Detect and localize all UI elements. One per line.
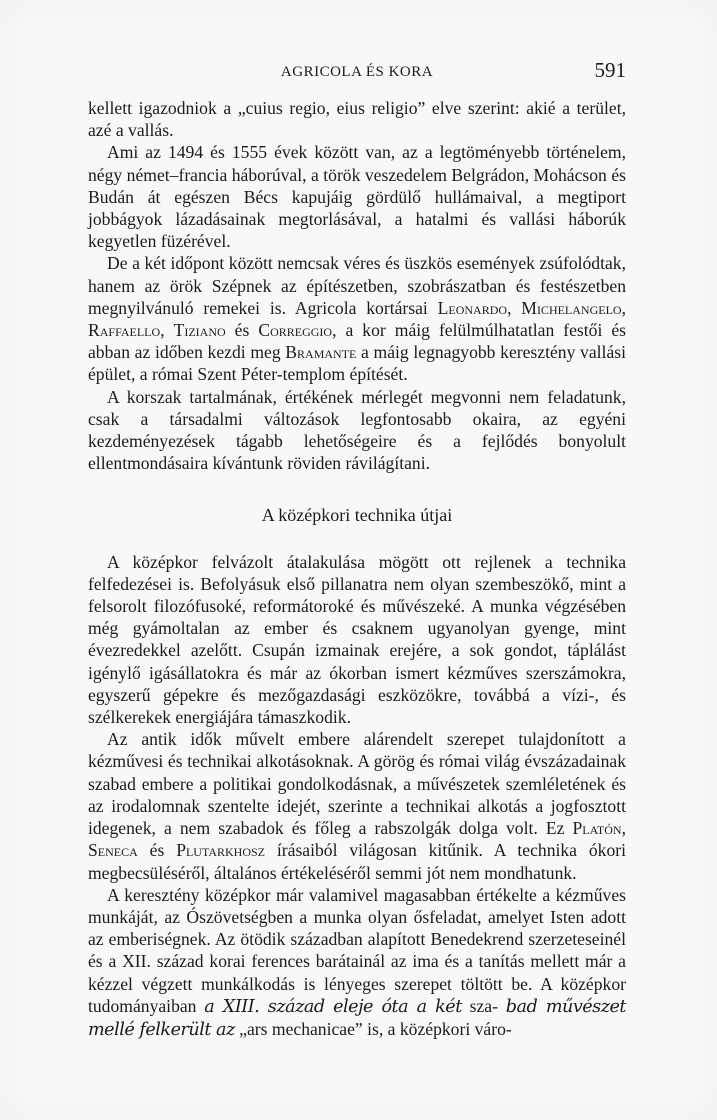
text-run: a máig legnagyobb keresztény vallási épület, a római Szent Péter-templom építését. bbox=[88, 342, 626, 385]
name-leonardo: Leonardo bbox=[437, 297, 508, 318]
paragraph-art bbox=[88, 252, 626, 385]
page-header bbox=[88, 58, 626, 88]
text-run: A keresztény középkor már valamivel magasabban értékelte a kézműves munkáját, az Ószövetségben a munka olyan ősfeladat, amelyet Isten adott az emberiségnek. Az ötödik században alapított Benedekrend szerzeteseinél és a XII. század korai ferences barátainál az ima és a tanítás mellett már a kézzel végzett munkálkodás is lényeges szerepet töltött be. A középkor tudományaiban bbox=[88, 884, 626, 1016]
text-run: és bbox=[137, 840, 177, 861]
text-run: , bbox=[621, 297, 626, 318]
paragraph-antiquity bbox=[88, 728, 626, 883]
handwritten-text: bad művészet mellé felkerült az bbox=[88, 996, 626, 1040]
text-run: , bbox=[160, 320, 174, 341]
running-head: AGRICOLA ÉS KORA bbox=[280, 64, 434, 80]
handwritten-text: a XIII. század eleje óta a két bbox=[204, 996, 462, 1017]
name-michelangelo: Michelangelo bbox=[521, 297, 622, 318]
name-raffaello: Raffaello bbox=[88, 320, 161, 341]
name-seneca: Seneca bbox=[88, 840, 138, 861]
paragraph-christian-middle-ages bbox=[88, 884, 626, 1041]
page-number: 591 bbox=[594, 58, 626, 82]
paragraph-scope: A korszak tartalmának, értékének mérlegét megvonni nem feladatunk, csak a társadalmi változások legfontosabb okaira, az egyéni kezdeményezések tágabb lehetőségeire és a fejlődés bonyolult ellentmondásaira kívántunk röviden rávilágítani. bbox=[88, 386, 626, 474]
paragraph-continuation: kellett igazodniok a „cuius regio, eius religio” elve szerint: akié a terület, azé a vallás. bbox=[88, 98, 626, 141]
name-tiziano: Tiziano bbox=[173, 320, 226, 341]
body-text bbox=[88, 97, 626, 1041]
name-platon: Platón bbox=[572, 818, 622, 839]
paragraph-technology: A középkor felvázolt átalakulása mögött ott rejlenek a technika felfedezései is. Befolyásuk első pillanatra nem olyan szembeszökő, mint a felsorolt filozófusoké, reformátoroké és művészeké. A munka végzésében még gyámoltalan az ember és csaknem ugyanolyan gyenge, mint évezredekkel azelőtt. Csupán izmainak erejére, a sok gondot, táplálást igénylő igásállatokra és már az ókorban ismert kézműves szerszámokra, egyszerű gépekre és mezőgazdasági eszközökre, továbbá a vízi-, és szélkerekek energiájára támaszkodik. bbox=[88, 551, 626, 728]
text-run: , bbox=[621, 818, 626, 839]
section-title: A középkori technika útjai bbox=[261, 505, 453, 526]
name-correggio: Correggio bbox=[258, 320, 333, 341]
text-run: De a két időpont között nemcsak véres és üszkös események zsúfolódtak, hanem az örök Szépnek az építészetben, szobrászatban és festészetben megnyilvánuló remekei is. Agricola kortársai bbox=[88, 253, 626, 318]
text-run: , a kor máig felülmúlhatatlan festői és abban az időben kezdi meg bbox=[88, 320, 626, 363]
name-bramante: Bramante bbox=[285, 342, 357, 363]
paragraph-history: Ami az 1494 és 1555 évek között van, az a legtöményebb történelem, négy német–francia háborúval, a török veszedelem Belgrádon, Mohácson és Budán át egészen Bécs kapujáig gördülő hullámaival, a megtiport jobbágyok lázadásainak megtorlásával, a hatalmi és vallási háborúk kegyetlen füzérével. bbox=[88, 142, 626, 252]
text-run: írásaiból világosan kitűnik. A technika ókori megbecsüléséről, általános értékeléséről semmi jót nem mondhatunk. bbox=[88, 840, 626, 883]
text-run: , bbox=[507, 297, 522, 318]
name-plutarkhosz: Plutarkhosz bbox=[176, 840, 266, 861]
text-run: sza- bbox=[461, 995, 498, 1016]
text-run: „ars mechanicae” is, a középkori váro- bbox=[234, 1018, 512, 1039]
text-run: és bbox=[225, 320, 259, 341]
text-run: Az antik idők művelt embere alárendelt szerepet tulajdonított a kézművesi és technikai alkotásoknak. A görög és római világ évszázadainak szabad embere a politikai gondolkodásnak, a művészetek szemléletének és az irodalomnak szentelte idejét, szerinte a technikai alkotás a jogfosztott idegenek, a nem szabadok és főleg a rabszolgák dolga volt. Ez bbox=[88, 729, 626, 839]
